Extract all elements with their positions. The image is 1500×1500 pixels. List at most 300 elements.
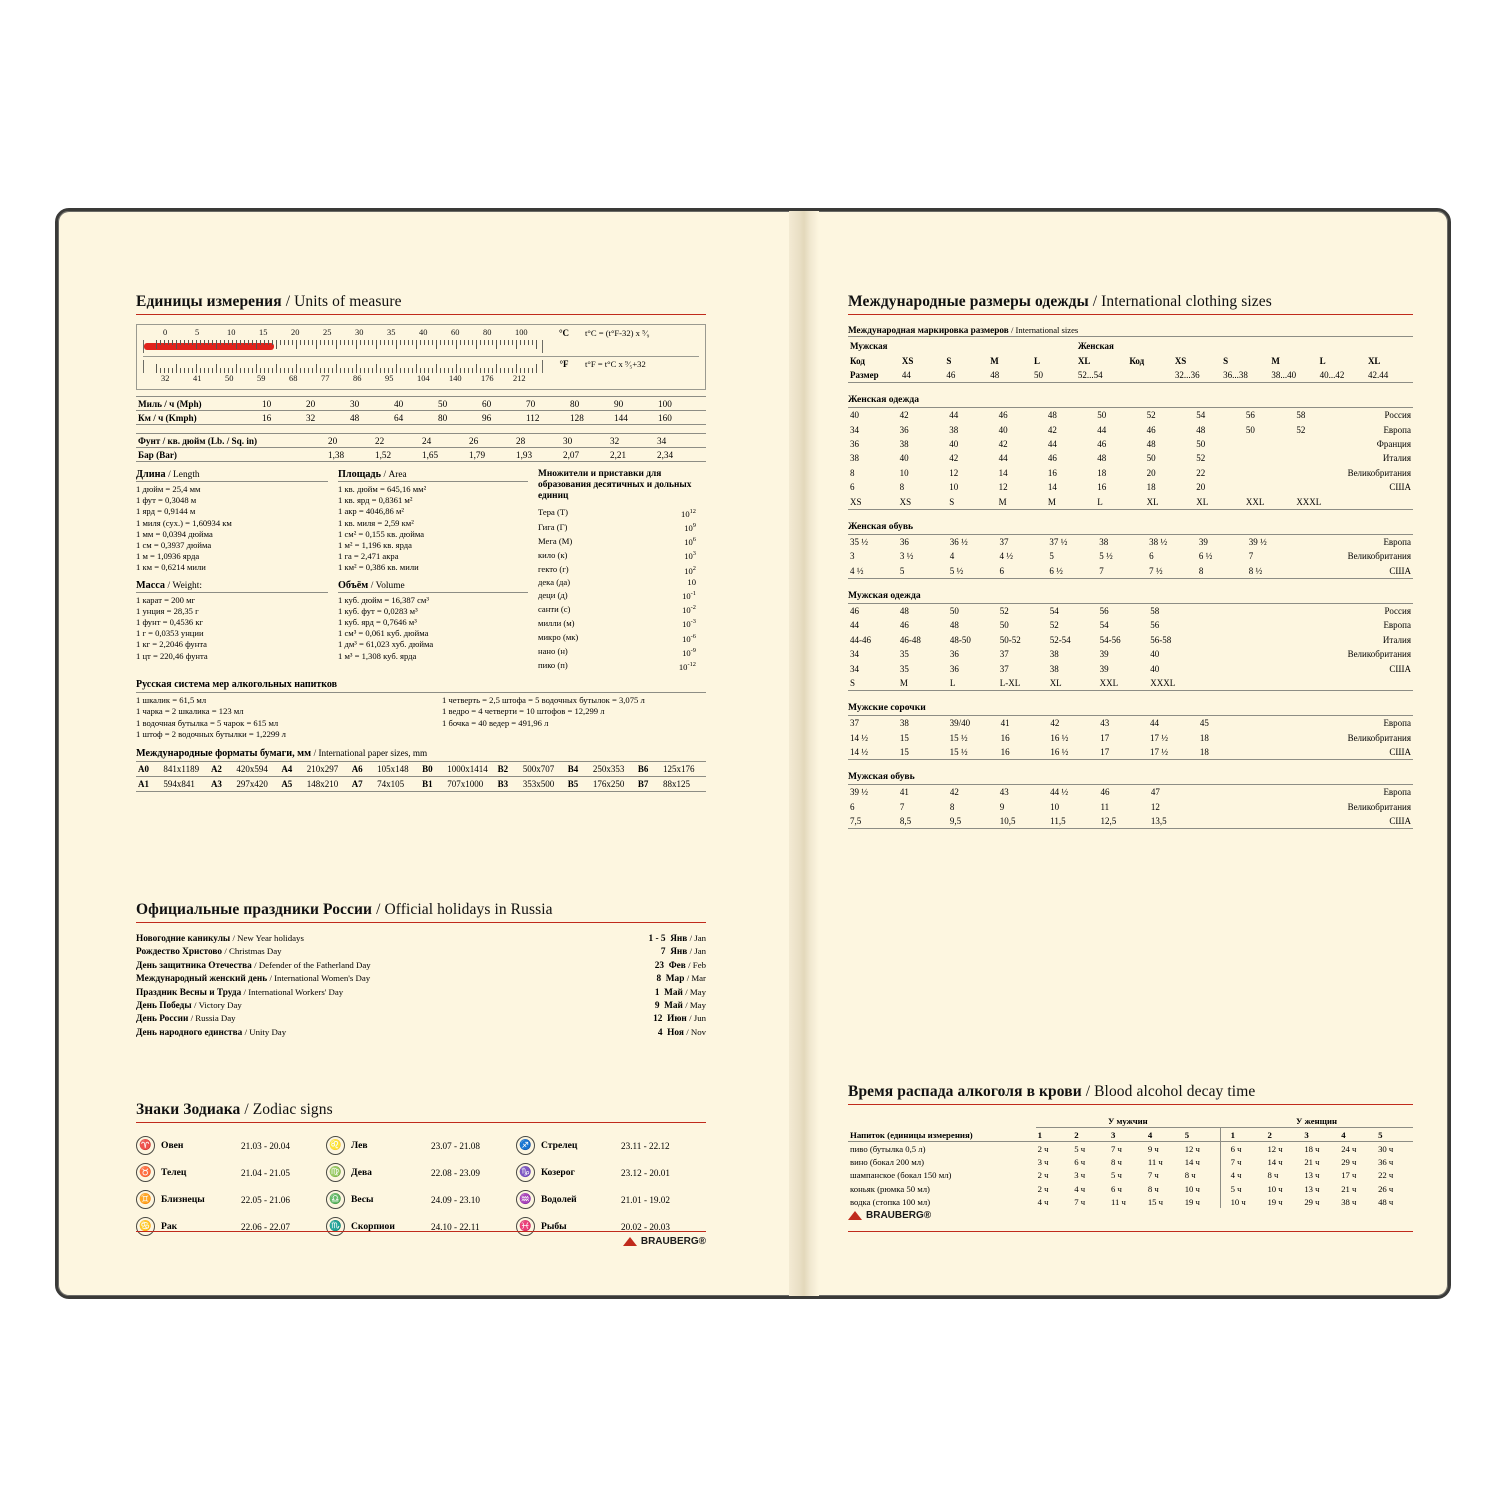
ruler-tick — [400, 340, 401, 345]
table-cell: 10 — [949, 482, 959, 493]
table-cell: 38...40 — [1271, 369, 1297, 380]
table-cell: 50 — [1097, 410, 1107, 421]
table-cell: 52 — [1296, 424, 1306, 435]
ruler-tick — [460, 368, 461, 373]
zodiac-name: Водолей — [541, 1194, 577, 1205]
ruler-tick — [224, 368, 225, 373]
ruler-tick — [512, 368, 513, 373]
table-cell — [1200, 647, 1249, 661]
ruler-tick — [308, 340, 309, 345]
fahrenheit-tick: 104 — [417, 374, 430, 383]
ruler-tick — [184, 340, 185, 345]
table-row — [848, 814, 1413, 829]
table-cell — [1199, 800, 1248, 814]
list-item: 1 водочная бутылка = 5 чарок = 615 мл — [136, 717, 279, 728]
list-item: 1 кв. миля = 2,59 км² — [338, 517, 414, 528]
multiplier-power: $10^{-6}$ — [682, 632, 696, 644]
table-row — [848, 368, 1413, 383]
table-cell: 64 — [394, 412, 404, 423]
drink-name: коньяк (рюмка 50 мл) — [850, 1183, 930, 1194]
size-table — [848, 534, 1413, 579]
clothing-title-rule — [848, 314, 1413, 315]
drink-name: вино (бокал 200 мл) — [850, 1157, 925, 1168]
table-cell: 34 — [850, 663, 859, 674]
ruler-tick — [460, 340, 461, 345]
table-row — [538, 534, 696, 548]
table-cell — [1297, 785, 1346, 800]
table-row — [136, 761, 706, 776]
ruler-tick — [488, 340, 489, 345]
fahrenheit-tick: 95 — [385, 374, 394, 383]
table-cell: 42 — [1050, 718, 1060, 729]
table-cell: 38 — [899, 718, 909, 729]
col-header: 2 — [1267, 1129, 1272, 1140]
table-cell: 46 — [1047, 453, 1057, 464]
men-header: У мужчин — [1036, 1114, 1220, 1128]
col-header: 5 — [1184, 1129, 1190, 1140]
table-cell: 7 ч — [1110, 1143, 1122, 1154]
table-row — [136, 776, 706, 791]
ruler-tick — [172, 368, 173, 373]
table-cell: XXXL — [1296, 496, 1322, 507]
table-cell: 10 ч — [1220, 1195, 1265, 1208]
table-cell — [900, 339, 945, 353]
table-cell: 37 — [850, 718, 859, 729]
country-label: Италия — [1382, 634, 1411, 645]
table-cell: 6 ½ — [1049, 565, 1063, 576]
table-cell: 42 — [998, 439, 1008, 450]
table-cell: 41 — [1000, 718, 1010, 729]
table-cell: 39/40 — [949, 718, 971, 729]
table-cell: XXXL — [1150, 677, 1176, 688]
table-cell: 36...38 — [1223, 369, 1248, 380]
fahrenheit-tick: 86 — [353, 374, 362, 383]
table-cell — [1248, 618, 1297, 632]
list-item — [136, 932, 706, 945]
ruler-tick — [248, 368, 249, 373]
table-cell: 2 ч — [1037, 1143, 1049, 1154]
table-cell: 36 — [899, 424, 909, 435]
right-footer-rule — [848, 1231, 1413, 1232]
table-cell: 7 ½ — [1149, 565, 1163, 576]
ruler-tick — [508, 340, 509, 345]
list-item: 1 чарка = 2 шкалика = 123 мл — [136, 706, 244, 717]
ruler-tick — [220, 368, 221, 373]
table-cell: 10 — [899, 467, 909, 478]
table-cell: 15 ½ — [949, 732, 968, 743]
clothing-section-title — [848, 293, 1413, 311]
blood-title-en: / Blood alcohol decay time — [1085, 1083, 1256, 1100]
table-cell: 1,38 — [328, 449, 345, 460]
length-list — [136, 484, 328, 574]
table-cell: 1,52 — [375, 449, 392, 460]
holiday-date: 23 Фев / Feb — [654, 959, 706, 971]
ruler-tick — [352, 340, 353, 345]
ruler-tick — [160, 340, 161, 345]
table-cell: 18 — [1199, 732, 1209, 743]
table-cell: 8,5 — [899, 816, 912, 827]
ruler-tick — [440, 340, 441, 345]
table-cell: 160 — [658, 412, 672, 423]
table-cell: 3 ч — [1074, 1170, 1086, 1181]
holiday-name: День России / Russia Day — [136, 1013, 236, 1025]
zodiac-item — [516, 1132, 706, 1159]
ruler-tick — [196, 364, 197, 373]
table-cell — [1248, 661, 1297, 675]
weight-list — [136, 595, 328, 662]
multiplier-power: $10^6$ — [684, 536, 696, 548]
ruler-tick — [244, 340, 245, 345]
table-cell — [1294, 466, 1345, 480]
table-cell: L — [1319, 355, 1326, 366]
table-cell: L — [949, 677, 956, 688]
list-item: 1 м = 1,0936 ярда — [136, 551, 200, 562]
virgo-icon: ♍ — [326, 1163, 345, 1182]
list-item: 1 фунт = 0,4536 кг — [136, 617, 204, 628]
table-cell: S — [946, 355, 952, 366]
table-cell: 6 ч — [1220, 1142, 1265, 1156]
blood-title-ru: Время распада алкоголя в крови — [848, 1083, 1082, 1100]
country-label: Великобритания — [1347, 801, 1411, 812]
table-row — [848, 480, 1413, 494]
table-cell: 9 — [999, 801, 1005, 812]
ruler-tick — [340, 368, 341, 373]
col-header: 2 — [1074, 1129, 1079, 1140]
table-cell: 250x353 — [592, 763, 625, 774]
zodiac-dates: 21.04 - 21.05 — [241, 1167, 290, 1178]
table-cell — [944, 339, 988, 353]
table-cell: 16 — [1047, 467, 1057, 478]
table-cell: B6 — [637, 763, 649, 774]
table-cell: 40 — [899, 453, 909, 464]
ruler-tick — [464, 368, 465, 373]
list-item: 1 куб. ярд = 0,7646 м³ — [338, 617, 417, 628]
country-label: Европа — [1383, 536, 1411, 547]
fahrenheit-tick-labels — [143, 374, 543, 385]
brand-label: BRAUBERG® — [866, 1210, 932, 1221]
ruler-tick — [344, 368, 345, 373]
ruler-tick — [160, 368, 161, 373]
zodiac-name: Дева — [351, 1167, 372, 1178]
table-cell: 42 — [1047, 424, 1057, 435]
list-item: 1 фут = 0,3048 м — [136, 495, 197, 506]
conversion-blocks — [136, 469, 706, 673]
ruler-tick — [416, 340, 417, 349]
table-row — [848, 618, 1413, 632]
table-cell: 48 — [899, 606, 909, 617]
ruler-tick — [428, 368, 429, 373]
ruler-tick — [372, 368, 373, 373]
leo-icon: ♌ — [326, 1136, 345, 1155]
table-cell: 15 ½ — [949, 747, 968, 758]
zodiac-dates: 22.05 - 21.06 — [241, 1194, 290, 1205]
ruler-tick — [284, 368, 285, 373]
ruler-tick — [484, 340, 485, 345]
table-cell: 16 ½ — [1050, 732, 1069, 743]
ruler-tick — [164, 368, 165, 373]
list-item — [136, 1012, 706, 1025]
table-row — [848, 647, 1413, 661]
table-cell: 40...42 — [1319, 369, 1345, 380]
table-cell: 12 — [949, 467, 959, 478]
table-cell: 37 — [999, 663, 1009, 674]
table-cell: 46 — [1100, 787, 1110, 798]
holiday-date: 12 Июн / Jun — [653, 1013, 706, 1025]
table-cell: 40 — [1150, 649, 1160, 660]
table-cell: 52 — [999, 606, 1009, 617]
celsius-formula: t°C = (t°F-32) x ⁵⁄₉ — [585, 328, 650, 338]
multipliers-block — [538, 469, 696, 673]
ruler-tick — [364, 340, 365, 345]
ruler-tick — [216, 364, 217, 373]
size-table — [848, 407, 1413, 510]
holiday-date: 1 - 5 Янв / Jan — [648, 933, 706, 944]
country-label: США — [1389, 747, 1411, 758]
multiplier-name: кило (к) — [538, 549, 568, 560]
table-cell: 8 ч — [1184, 1170, 1196, 1181]
table-cell — [1244, 437, 1294, 451]
ruler-tick — [496, 340, 497, 349]
table-cell: 144 — [614, 412, 628, 423]
table-cell: 16 — [1097, 482, 1107, 493]
table-cell: 36 ч — [1378, 1157, 1394, 1168]
table-cell: 58 — [1296, 410, 1306, 421]
table-row — [848, 466, 1413, 480]
zodiac-column — [516, 1132, 706, 1240]
ruler-tick — [360, 368, 361, 373]
table-cell: M — [1047, 496, 1056, 507]
size-table — [848, 715, 1413, 760]
table-cell: 3 ½ — [899, 551, 914, 562]
table-cell: 14 ч — [1267, 1157, 1283, 1168]
table-cell — [1173, 339, 1221, 353]
zodiac-name: Весы — [351, 1194, 374, 1205]
table-cell: 48 — [1047, 410, 1057, 421]
table-cell — [1248, 647, 1297, 661]
holiday-name: День Победы / Victory Day — [136, 1000, 242, 1012]
ruler-tick — [292, 340, 293, 345]
ruler-tick — [272, 340, 273, 345]
fahrenheit-tick: 32 — [161, 374, 170, 383]
table-cell — [1221, 339, 1269, 353]
table-cell: 36 ½ — [949, 536, 968, 547]
list-item — [136, 945, 706, 958]
table-cell: 70 — [526, 398, 536, 409]
table-cell: 22 ч — [1378, 1170, 1394, 1181]
table-cell: 20 — [1196, 482, 1206, 493]
ruler-tick — [408, 368, 409, 373]
table-cell — [1199, 785, 1248, 800]
table-cell: 45 — [1199, 718, 1209, 729]
table-cell: 12 — [1150, 801, 1160, 812]
table-cell: 11 ч — [1147, 1157, 1163, 1168]
table-cell: 48 — [1146, 439, 1156, 450]
ruler-tick — [476, 364, 477, 373]
table-cell: 8 ½ — [1248, 565, 1263, 576]
holiday-name: Рождество Христово / Christmas Day — [136, 946, 282, 958]
country-label: США — [1389, 482, 1411, 493]
table-cell: 46 — [899, 620, 909, 631]
zodiac-dates: 22.08 - 23.09 — [431, 1167, 480, 1178]
celsius-tick: 20 — [291, 328, 300, 337]
ruler-tick — [156, 364, 157, 373]
area-heading: Площадь / Area — [338, 469, 407, 480]
clothing-title-en: / International clothing sizes — [1092, 293, 1272, 310]
country-label: Великобритания — [1347, 551, 1411, 562]
ruler-tick — [444, 368, 445, 373]
table-cell: A3 — [210, 778, 222, 789]
units-title-ru: Единицы измерения — [136, 293, 282, 310]
ruler-tick — [332, 368, 333, 373]
table-row — [538, 616, 696, 630]
ruler-tick — [480, 340, 481, 345]
ruler-tick — [200, 340, 201, 345]
table-cell: 12 — [998, 482, 1008, 493]
table-row — [848, 451, 1413, 465]
table-cell: XL — [1049, 677, 1062, 688]
holiday-date: 4 Ноя / Nov — [657, 1026, 706, 1038]
ruler-tick — [412, 340, 413, 345]
ruler-tick — [304, 368, 305, 373]
ruler-tick — [220, 340, 221, 345]
speed-conversion-table — [136, 396, 706, 425]
table-cell — [1297, 603, 1346, 618]
table-cell: XL — [1367, 355, 1381, 366]
zodiac-dates: 22.06 - 22.07 — [241, 1221, 290, 1232]
ruler-tick — [448, 340, 449, 345]
table-row — [848, 603, 1413, 618]
table-cell: 1000x1414 — [447, 763, 488, 774]
list-item: 1 ведро = 4 четверти = 10 штофов = 12,299 л — [442, 706, 605, 717]
table-cell: 13,5 — [1150, 816, 1167, 827]
size-group-title: Мужская обувь — [848, 771, 915, 783]
table-cell: 40 — [1150, 663, 1160, 674]
ruler-tick — [336, 340, 337, 349]
table-cell: 10 — [262, 398, 272, 409]
table-row — [538, 577, 696, 588]
table-cell: 5 ½ — [949, 565, 964, 576]
zodiac-name: Скорпиои — [351, 1221, 395, 1232]
table-cell: 12 ч — [1184, 1143, 1200, 1154]
list-item: 1 км² = 0,386 кв. мили — [338, 562, 419, 573]
table-cell: 7,5 — [850, 816, 862, 827]
table-cell: 20 — [306, 398, 316, 409]
ruler-tick — [232, 368, 233, 373]
zodiac-dates: 20.02 - 20.03 — [621, 1221, 670, 1232]
country-label: Европа — [1383, 787, 1411, 798]
ruler-tick — [512, 340, 513, 345]
table-cell: 39 — [1099, 649, 1109, 660]
table-row — [848, 1195, 1413, 1208]
table-row — [848, 745, 1413, 760]
ruler-tick — [228, 368, 229, 373]
ruler-tick — [356, 364, 357, 373]
table-cell: 22 — [1196, 467, 1206, 478]
table-cell: 38 — [949, 424, 959, 435]
ruler-tick — [508, 368, 509, 373]
ruler-tick — [352, 368, 353, 373]
ruler-tick — [288, 340, 289, 345]
celsius-tick: 25 — [323, 328, 332, 337]
table-cell — [1248, 633, 1297, 647]
temperature-converter — [136, 324, 706, 390]
table-cell — [1244, 466, 1294, 480]
ruler-tick — [356, 340, 357, 349]
ruler-tick — [312, 340, 313, 345]
holidays-title-rule — [136, 922, 706, 923]
table-row — [538, 588, 696, 602]
table-cell: 1,65 — [422, 449, 439, 460]
fahrenheit-tick: 176 — [481, 374, 494, 383]
ruler-tick — [384, 340, 385, 345]
table-row — [538, 506, 696, 520]
country-label — [1346, 494, 1413, 509]
ruler-tick — [520, 368, 521, 373]
table-row — [848, 676, 1413, 691]
ruler-tick — [484, 368, 485, 373]
libra-icon: ♎ — [326, 1190, 345, 1209]
list-item — [136, 1026, 706, 1039]
ruler-tick — [308, 368, 309, 373]
table-cell: 10 ч — [1267, 1183, 1283, 1194]
table-cell: 15 — [899, 732, 909, 743]
taurus-icon: ♉ — [136, 1163, 155, 1182]
table-cell: 4 ½ — [999, 551, 1014, 562]
celsius-tick: 5 — [195, 328, 200, 337]
table-cell: 32 — [610, 435, 620, 446]
multiplier-power: $10^3$ — [684, 550, 696, 562]
table-cell: 17 ½ — [1150, 747, 1169, 758]
ruler-tick — [192, 368, 193, 373]
table-row — [848, 731, 1413, 745]
table-cell: 8 — [1198, 565, 1204, 576]
country-label: США — [1389, 663, 1411, 674]
ruler-tick — [200, 368, 201, 373]
holiday-name: Международный женский день / International Women's Day — [136, 973, 371, 985]
holidays-section-title — [136, 901, 706, 919]
table-cell: 36 — [949, 649, 959, 660]
table-cell: 4 — [949, 551, 955, 562]
table-cell: 128 — [570, 412, 584, 423]
list-item: 1 кв. дюйм = 645,16 мм² — [338, 484, 427, 494]
table-cell: 50 — [1146, 453, 1156, 464]
country-label: Франция — [1376, 439, 1411, 450]
ruler-tick — [428, 340, 429, 345]
list-item: 1 карат = 200 мг — [136, 594, 196, 605]
ruler-tick — [312, 368, 313, 373]
list-item: 1 см = 0,3937 дюйма — [136, 540, 212, 551]
ruler-tick — [400, 368, 401, 373]
ruler-tick — [176, 364, 177, 373]
table-row — [848, 408, 1413, 423]
table-cell: 38 — [1049, 649, 1059, 660]
table-row — [848, 549, 1413, 563]
table-cell — [1244, 480, 1294, 494]
volume-heading: Объём / Volume — [338, 579, 405, 591]
table-cell: 39 ½ — [1248, 536, 1267, 547]
table-cell — [1297, 716, 1346, 731]
zodiac-section-title — [136, 1101, 706, 1119]
table-cell: 500x707 — [522, 763, 555, 774]
ruler-tick — [444, 340, 445, 345]
table-row — [848, 534, 1413, 549]
ruler-tick — [324, 340, 325, 345]
area-volume-block — [338, 469, 528, 673]
ruler-tick — [476, 340, 477, 349]
table-cell: 6 ½ — [1198, 551, 1213, 562]
table-cell: 44 ½ — [1050, 787, 1069, 798]
table-cell: 11 ч — [1110, 1196, 1126, 1207]
